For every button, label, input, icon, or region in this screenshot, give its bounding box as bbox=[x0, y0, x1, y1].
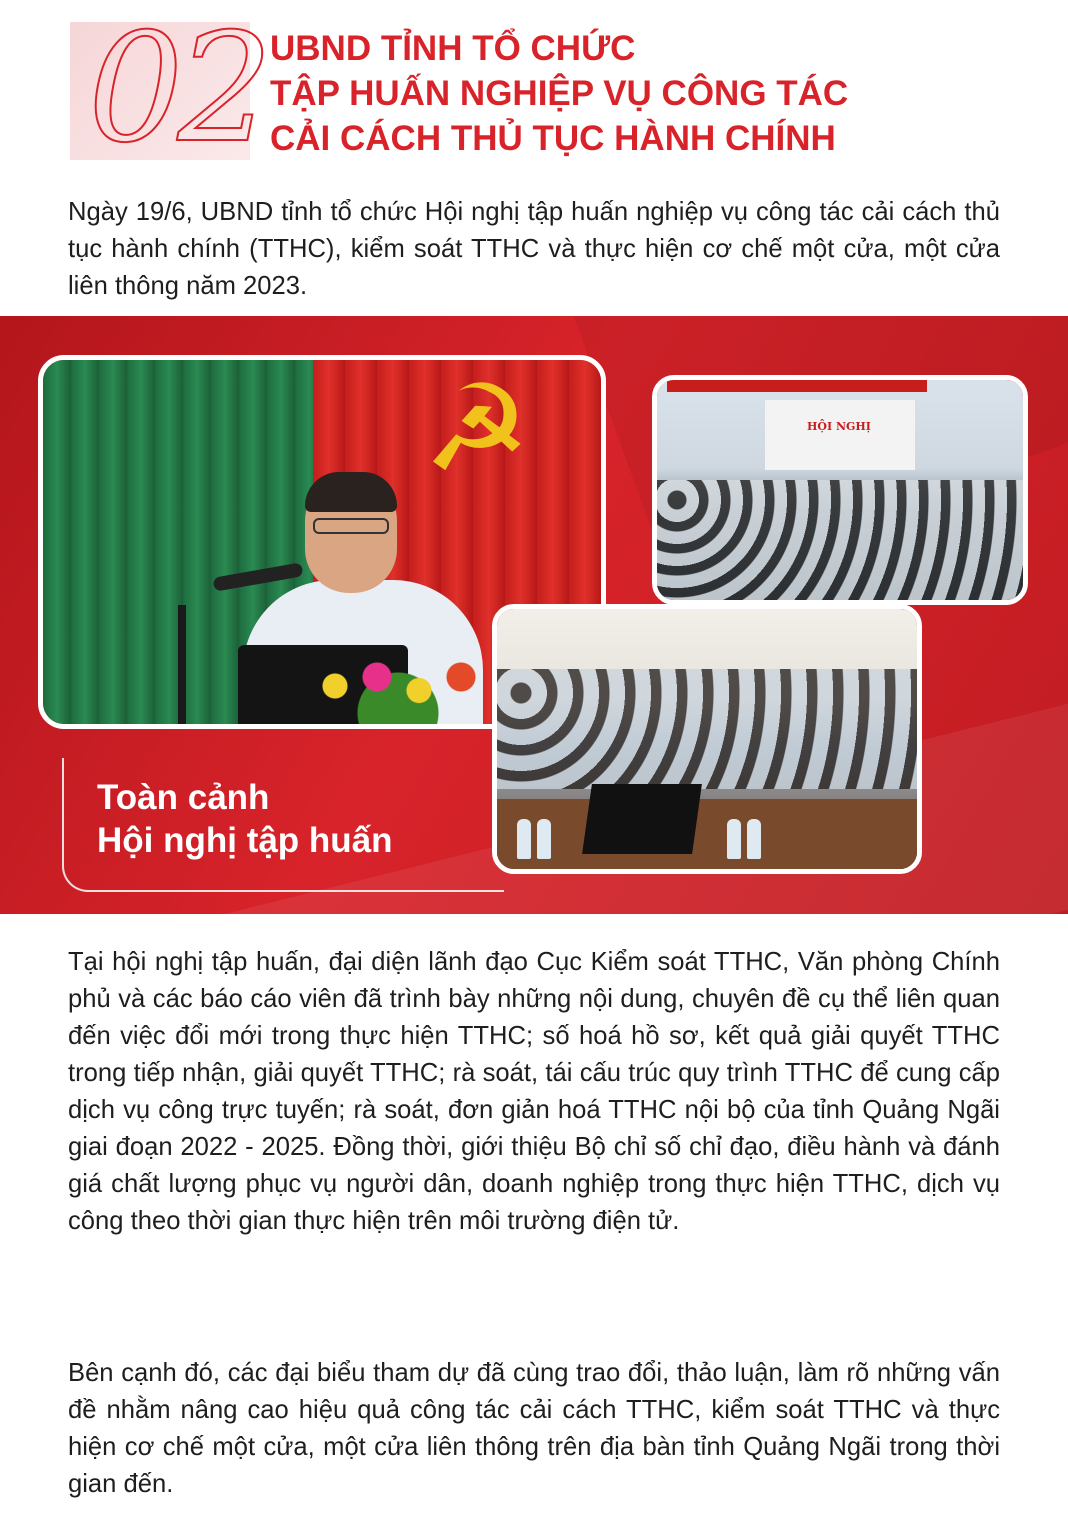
body-paragraph-2: Bên cạnh đó, các đại biểu tham dự đã cùng trao đổi, thảo luận, làm rõ những vấn đề nhằm nâng cao hiệu quả công tác cải cách TTHC, kiểm soát TTHC và thực hiện cơ chế một cửa, một cửa liên thông trên địa bàn tỉnh Quảng Ngãi trong thời gian đến. bbox=[68, 1359, 1000, 1498]
caption-line-2: Hội nghị tập huấn bbox=[97, 821, 393, 860]
audience-photo bbox=[492, 604, 922, 874]
photo-caption bbox=[97, 776, 393, 862]
conference-hall-photo bbox=[652, 375, 1028, 605]
hall-board-title: HỘI NGHỊ bbox=[807, 420, 871, 433]
section-number: 02 bbox=[88, 2, 267, 176]
laptop-icon bbox=[582, 784, 702, 854]
title-line-3: CẢI CÁCH THỦ TỤC HÀNH CHÍNH bbox=[270, 119, 836, 158]
body-paragraph-1: Tại hội nghị tập huấn, đại diện lãnh đạo Cục Kiểm soát TTHC, Văn phòng Chính phủ và các báo cáo viên đã trình bày những nội dung, chuyên đề cụ thể liên quan đến việc đổi mới trong thực hiện TTHC; số hoá hồ sơ, kết quả giải quyết TTHC trong tiếp nhận, giải quyết TTHC; rà soát, tái cấu trúc quy trình TTHC để cung cấp dịch vụ công trực tuyến; rà soát, đơn giản hoá TTHC nội bộ của tỉnh Quảng Ngãi giai đoạn 2022 - 2025. Đồng thời, giới thiệu Bộ chỉ số chỉ đạo, điều hành và đánh giá chất lượng phục vụ người dân, doanh nghiệp trong thực hiện TTHC, dịch vụ công theo thời gian thực hiện trên môi trường điện tử. bbox=[68, 948, 1000, 1235]
caption-line-1: Toàn cảnh bbox=[97, 778, 270, 817]
hammer-sickle-icon: ☭ bbox=[423, 360, 531, 499]
title-line-1: UBND TỈNH TỔ CHỨC bbox=[270, 29, 636, 68]
title-line-2: TẬP HUẤN NGHIỆP VỤ CÔNG TÁC bbox=[270, 74, 849, 113]
intro-paragraph: Ngày 19/6, UBND tỉnh tổ chức Hội nghị tập huấn nghiệp vụ công tác cải cách thủ tục hành chính (TTHC), kiểm soát TTHC và thực hiện cơ chế một cửa, một cửa liên thông năm 2023. bbox=[68, 198, 1000, 300]
flowers bbox=[293, 650, 503, 729]
page-title bbox=[270, 26, 1030, 161]
